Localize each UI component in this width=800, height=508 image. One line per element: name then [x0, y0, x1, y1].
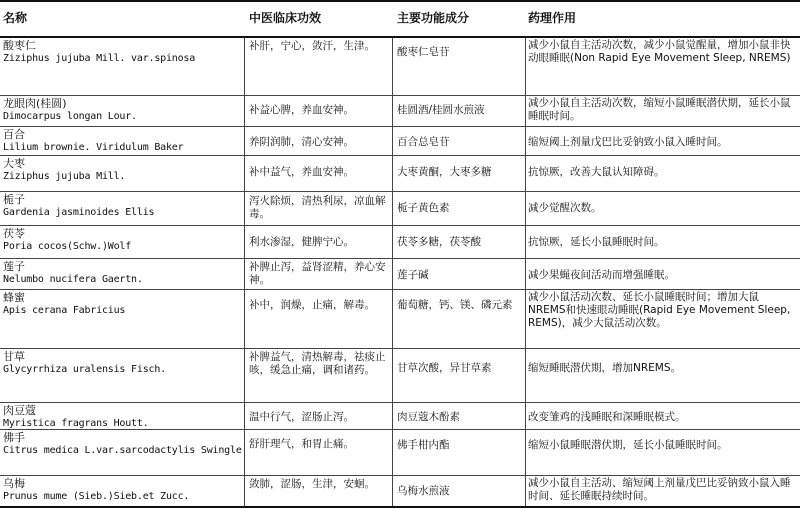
herb-name	[3, 157, 243, 183]
herb-chinese-name: 栀子	[3, 193, 25, 206]
table-top-rule	[0, 0, 800, 2]
herb-chinese-name: 乌梅	[3, 477, 25, 490]
table-row	[0, 259, 800, 290]
table-row	[0, 96, 800, 127]
herb-pharmacology: 减少觉醒次数。	[528, 202, 602, 214]
column-divider	[244, 38, 245, 506]
herb-latin-name: Poria cocos(Schw.)Wolf	[3, 241, 132, 252]
herb-chinese-name: 龙眼肉(桂圆)	[3, 97, 67, 110]
herb-efficacy: 补中益气，养血安神。	[249, 166, 354, 178]
herb-pharmacology: 缩短睡眠潜伏期，增加NREMS。	[528, 362, 682, 374]
herb-efficacy: 补益心脾，养血安神。	[249, 104, 354, 116]
table-row	[0, 430, 800, 476]
herb-chinese-name: 肉豆蔻	[3, 404, 36, 417]
table-row	[0, 156, 800, 192]
herb-component: 佛手柑内酯	[397, 439, 450, 451]
herb-component: 栀子黄色素	[397, 202, 450, 214]
herb-pharmacology: 改变雏鸡的浅睡眠和深睡眠模式。	[528, 411, 686, 423]
herb-component: 茯苓多糖，茯苓酸	[397, 236, 481, 248]
herb-pharmacology: 减少小鼠自主活动次数，缩短小鼠睡眠潜伏期，延长小鼠睡眠时间。	[528, 97, 791, 122]
herb-name	[3, 291, 243, 317]
herb-name	[3, 39, 243, 65]
table-row	[0, 476, 800, 508]
herb-latin-name: Apis cerana Fabricius	[3, 305, 126, 316]
header-name: 名称	[3, 11, 28, 25]
herb-chinese-name: 酸枣仁	[3, 39, 36, 52]
herb-chinese-name: 大枣	[3, 157, 25, 170]
table-row	[0, 403, 800, 430]
herb-latin-name: Prunus mume (Sieb.)Sieb.et Zucc.	[3, 491, 190, 502]
herb-pharmacology: 缩短阈上剂量戊巴比妥钠致小鼠入睡时间。	[528, 136, 728, 148]
herb-chinese-name: 莲子	[3, 260, 25, 273]
herb-chinese-name: 佛手	[3, 431, 25, 444]
herb-component: 大枣黄酮，大枣多糖	[397, 166, 492, 178]
herb-latin-name: Glycyrrhiza uralensis Fisch.	[3, 364, 166, 375]
herb-latin-name: Nelumbo nucifera Gaertn.	[3, 274, 143, 285]
herb-component: 莲子碱	[397, 269, 429, 281]
herb-component: 桂圆酒/桂圆水煎液	[397, 104, 485, 116]
herb-name	[3, 350, 243, 376]
herb-latin-name: Lilium brownie. Viridulum Baker	[3, 142, 184, 153]
herb-pharmacology: 减少小鼠自主活动、缩短阈上剂量戊巴比妥钠致小鼠入睡时间、延长睡眠持续时间。	[528, 477, 791, 502]
herb-efficacy: 舒肝理气，和胃止痛。	[249, 438, 354, 450]
herb-name	[3, 404, 243, 430]
header-pharmacology: 药理作用	[528, 11, 577, 25]
herb-name	[3, 128, 243, 154]
table-row	[0, 192, 800, 226]
herb-latin-name: Dimocarpus longan Lour.	[3, 111, 137, 122]
herb-component: 百合总皂苷	[397, 136, 450, 148]
herb-latin-name: Myristica fragrans Houtt.	[3, 418, 149, 429]
herb-name	[3, 431, 243, 457]
herb-latin-name: Citrus medica L.var.sarcodactylis Swingle	[3, 445, 242, 456]
herb-chinese-name: 百合	[3, 128, 25, 141]
herb-name	[3, 260, 243, 286]
header-component: 主要功能成分	[397, 11, 470, 25]
herb-component: 肉豆蔻木酚素	[397, 411, 460, 423]
herb-pharmacology: 抗惊厥，改善大鼠认知障碍。	[528, 166, 665, 178]
herb-latin-name: Ziziphus jujuba Mill.	[3, 171, 126, 182]
table-row	[0, 226, 800, 259]
table-row	[0, 349, 800, 403]
herb-name	[3, 193, 243, 219]
herb-name	[3, 477, 243, 503]
herb-pharmacology: 减少小鼠活动次数、延长小鼠睡眠时间；增加大鼠NREMS和快速眼动睡眠(Rapid Eye Movement Sleep, REMS)，减少大鼠活动次数。	[528, 291, 791, 329]
column-divider	[525, 38, 526, 506]
herb-efficacy: 利水渗湿，健脾宁心。	[249, 236, 354, 248]
herb-efficacy: 泻火除烦，清热利尿，凉血解毒。	[249, 195, 386, 220]
herb-name	[3, 227, 243, 253]
herb-component: 酸枣仁皂苷	[397, 46, 450, 58]
herb-pharmacology: 抗惊厥，延长小鼠睡眠时间。	[528, 236, 665, 248]
herb-component: 甘草次酸，异甘草素	[397, 362, 492, 374]
herb-efficacy: 补肝，宁心，敛汗，生津。	[249, 40, 375, 52]
herb-pharmacology: 缩短小鼠睡眠潜伏期，延长小鼠睡眠时间。	[528, 439, 728, 451]
herb-chinese-name: 茯苓	[3, 227, 25, 240]
herb-chinese-name: 蜂蜜	[3, 291, 25, 304]
herb-chinese-name: 甘草	[3, 350, 25, 363]
table-row	[0, 127, 800, 156]
herb-component: 乌梅水煎液	[397, 485, 450, 497]
herb-efficacy: 温中行气，涩肠止泻。	[249, 411, 354, 423]
herb-component: 葡萄糖，钙、镁、磷元素	[397, 299, 513, 311]
herb-pharmacology: 减少小鼠自主活动次数，减少小鼠觉醒量，增加小鼠非快动眼睡眠(Non Rapid Eye Movement Sleep, NREMS)	[528, 39, 791, 64]
table-row	[0, 290, 800, 349]
header-efficacy: 中医临床功效	[249, 11, 322, 25]
herb-efficacy: 养阴润肺，清心安神。	[249, 136, 354, 148]
herb-latin-name: Ziziphus jujuba Mill. var.spinosa	[3, 53, 196, 64]
herb-efficacy: 补脾益气，清热解毒，祛痰止咳，缓急止痛，调和诸药。	[249, 351, 386, 376]
herb-efficacy: 补中，润燥，止痛，解毒。	[249, 299, 375, 311]
column-divider	[392, 38, 393, 506]
herb-efficacy: 补脾止泻，益肾涩精，养心安神。	[249, 261, 386, 286]
table-row	[0, 38, 800, 96]
herb-pharmacology: 减少果蝇夜间活动而增强睡眠。	[528, 269, 675, 281]
herb-latin-name: Gardenia jasminoides Ellis	[3, 207, 155, 218]
herb-efficacy: 敛肺，涩肠，生津，安蛔。	[249, 478, 375, 490]
herb-name	[3, 97, 243, 123]
